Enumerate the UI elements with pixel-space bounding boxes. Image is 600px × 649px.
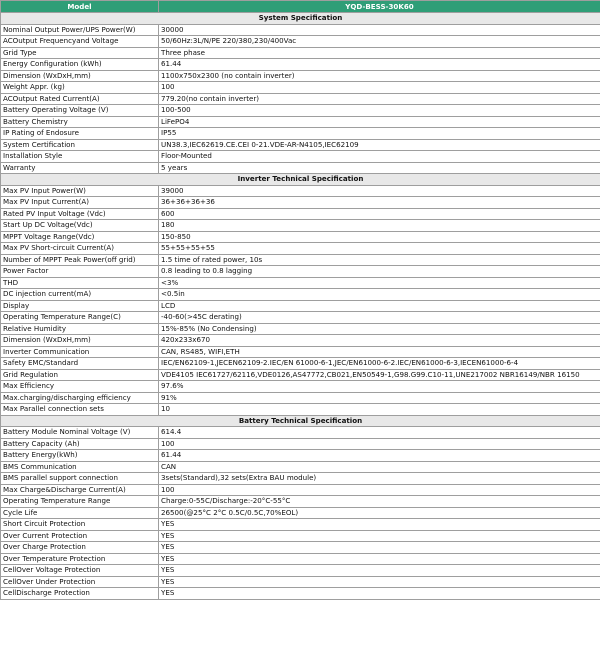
spec-value: 180 xyxy=(159,220,600,232)
spec-label: Max PV Input Power(W) xyxy=(1,185,159,197)
spec-value: YES xyxy=(159,576,600,588)
spec-value: 97.6% xyxy=(159,381,600,393)
spec-label: Battery Chemistry xyxy=(1,116,159,128)
spec-value: 26500(@25°C 2°C 0.5C/0.5C,70%EOL) xyxy=(159,507,600,519)
spec-value: 420x233x670 xyxy=(159,335,600,347)
table-row xyxy=(1,36,600,48)
spec-label: Power Factor xyxy=(1,266,159,278)
table-row xyxy=(1,266,600,278)
spec-value: YES xyxy=(159,588,600,600)
spec-value: YES xyxy=(159,553,600,565)
spec-label: Max Parallel connection sets xyxy=(1,404,159,416)
spec-value: 5 years xyxy=(159,162,600,174)
spec-label: Inverter Communication xyxy=(1,346,159,358)
spec-value: Three phase xyxy=(159,47,600,59)
table-row xyxy=(1,473,600,485)
table-row xyxy=(1,588,600,600)
spec-label: Rated PV Input Voltage (Vdc) xyxy=(1,208,159,220)
table-row xyxy=(1,404,600,416)
spec-value: 61.44 xyxy=(159,59,600,71)
table-row xyxy=(1,70,600,82)
spec-value: UN38.3,IEC62619.CE.CEI 0-21.VDE-AR-N4105,IEC62109 xyxy=(159,139,600,151)
spec-label: DC injection current(mA) xyxy=(1,289,159,301)
table-row xyxy=(1,105,600,117)
table-row xyxy=(1,346,600,358)
spec-value: 150-850 xyxy=(159,231,600,243)
spec-label: Cycle Life xyxy=(1,507,159,519)
table-row xyxy=(1,93,600,105)
section-header-row xyxy=(1,174,600,186)
spec-label: Display xyxy=(1,300,159,312)
spec-value: YES xyxy=(159,530,600,542)
table-row xyxy=(1,576,600,588)
spec-label: Nominal Output Power/UPS Power(W) xyxy=(1,24,159,36)
spec-value: 100 xyxy=(159,82,600,94)
spec-label: CellDischarge Protection xyxy=(1,588,159,600)
spec-value: <0.5in xyxy=(159,289,600,301)
spec-value: 61.44 xyxy=(159,450,600,462)
table-row xyxy=(1,24,600,36)
table-row xyxy=(1,162,600,174)
spec-label: ACOutput Rated Current(A) xyxy=(1,93,159,105)
table-row xyxy=(1,220,600,232)
table-row xyxy=(1,381,600,393)
table-row xyxy=(1,231,600,243)
spec-label: Battery Energy(kWh) xyxy=(1,450,159,462)
spec-value: 779.20(no contain inverter) xyxy=(159,93,600,105)
table-row xyxy=(1,300,600,312)
table-row xyxy=(1,208,600,220)
spec-label: Over Charge Protection xyxy=(1,542,159,554)
spec-label: Relative Humidity xyxy=(1,323,159,335)
spec-value: LCD xyxy=(159,300,600,312)
table-row xyxy=(1,312,600,324)
table-row xyxy=(1,496,600,508)
section-title: System Specification xyxy=(1,13,600,25)
table-row xyxy=(1,565,600,577)
spec-label: Operating Temperature Range(C) xyxy=(1,312,159,324)
spec-label: Number of MPPT Peak Power(off grid) xyxy=(1,254,159,266)
section-header-row xyxy=(1,415,600,427)
table-row xyxy=(1,358,600,370)
spec-label: Max.charging/discharging efficiency xyxy=(1,392,159,404)
spec-value: 50/60Hz:3L/N/PE 220/380,230/400Vac xyxy=(159,36,600,48)
spec-value: 10 xyxy=(159,404,600,416)
spec-value: Floor-Mounted xyxy=(159,151,600,163)
spec-label: THD xyxy=(1,277,159,289)
spec-value: 600 xyxy=(159,208,600,220)
spec-label: Grid Type xyxy=(1,47,159,59)
spec-label: Short Circuit Protection xyxy=(1,519,159,531)
table-row xyxy=(1,82,600,94)
table-row xyxy=(1,450,600,462)
spec-value: YES xyxy=(159,565,600,577)
spec-value: 100 xyxy=(159,484,600,496)
spec-value: 39000 xyxy=(159,185,600,197)
spec-label: ACOutput Frequencyand Voltage xyxy=(1,36,159,48)
spec-label: CellOver Voltage Protection xyxy=(1,565,159,577)
spec-value: IP55 xyxy=(159,128,600,140)
spec-value: 100 xyxy=(159,438,600,450)
spec-label: IP Rating of Endosure xyxy=(1,128,159,140)
spec-label: Installation Style xyxy=(1,151,159,163)
table-row xyxy=(1,128,600,140)
spec-value: CAN xyxy=(159,461,600,473)
spec-value: 15%-85% (No Condensing) xyxy=(159,323,600,335)
spec-value: 614.4 xyxy=(159,427,600,439)
table-row xyxy=(1,427,600,439)
spec-value: 91% xyxy=(159,392,600,404)
table-row xyxy=(1,116,600,128)
spec-label: Over Current Protection xyxy=(1,530,159,542)
model-value: YQD-BESS-30K60 xyxy=(159,1,600,13)
spec-label: Operating Temperature Range xyxy=(1,496,159,508)
section-title: Inverter Technical Specification xyxy=(1,174,600,186)
table-row xyxy=(1,484,600,496)
spec-label: Warranty xyxy=(1,162,159,174)
spec-label: Safety EMC/Standard xyxy=(1,358,159,370)
spec-label: BMS parallel support connection xyxy=(1,473,159,485)
spec-label: Max PV Short-circuit Current(A) xyxy=(1,243,159,255)
spec-value: 30000 xyxy=(159,24,600,36)
spec-value: Charge:0-55C/Discharge:-20°C-55°C xyxy=(159,496,600,508)
table-row xyxy=(1,139,600,151)
spec-value: CAN, RS485, WIFI,ETH xyxy=(159,346,600,358)
spec-value: 0.8 leading to 0.8 lagging xyxy=(159,266,600,278)
spec-value: YES xyxy=(159,519,600,531)
table-header-row xyxy=(1,1,600,13)
table-row xyxy=(1,335,600,347)
spec-label: Start Up DC Voltage(Vdc) xyxy=(1,220,159,232)
spec-value: 1100x750x2300 (no contain inverter) xyxy=(159,70,600,82)
table-row xyxy=(1,438,600,450)
spec-label: Over Temperature Protection xyxy=(1,553,159,565)
table-row xyxy=(1,461,600,473)
model-label: Model xyxy=(1,1,159,13)
table-row xyxy=(1,323,600,335)
table-row xyxy=(1,59,600,71)
spec-value: VDE4105 IEC61727/62116,VDE0126,AS47772,CB021,EN50549-1,G98.G99.C10-11,UNE217002 NBR16149/NBR 16150 xyxy=(159,369,600,381)
spec-label: Battery Capacity (Ah) xyxy=(1,438,159,450)
spec-label: Max Charge&Discharge Current(A) xyxy=(1,484,159,496)
spec-label: Battery Operating Voltage (V) xyxy=(1,105,159,117)
spec-label: Energy Configuration (kWh) xyxy=(1,59,159,71)
table-row xyxy=(1,542,600,554)
table-row xyxy=(1,507,600,519)
section-header-row xyxy=(1,13,600,25)
table-row xyxy=(1,277,600,289)
section-title: Battery Technical Specification xyxy=(1,415,600,427)
spec-value: 1.5 time of rated power, 10s xyxy=(159,254,600,266)
spec-label: Grid Regulation xyxy=(1,369,159,381)
table-row xyxy=(1,530,600,542)
table-row xyxy=(1,243,600,255)
table-row xyxy=(1,197,600,209)
spec-label: Dimension (WxDxH,mm) xyxy=(1,70,159,82)
spec-body xyxy=(1,13,600,600)
table-row xyxy=(1,151,600,163)
spec-label: Dimension (WxDxH,mm) xyxy=(1,335,159,347)
spec-value: IEC/EN62109-1,JECEN62109-2.IEC/EN 61000-6-1,JEC/EN61000-6-2.IEC/EN61000-6-3,IECEN61000-6-4 xyxy=(159,358,600,370)
spec-label: MPPT Voltage Range(Vdc) xyxy=(1,231,159,243)
spec-label: Max Efficiency xyxy=(1,381,159,393)
spec-value: 3sets(Standard),32 sets(Extra BAU module) xyxy=(159,473,600,485)
spec-label: CellOver Under Protection xyxy=(1,576,159,588)
spec-value: <3% xyxy=(159,277,600,289)
table-row xyxy=(1,369,600,381)
spec-value: 100-500 xyxy=(159,105,600,117)
spec-label: BMS Communication xyxy=(1,461,159,473)
table-row xyxy=(1,553,600,565)
spec-value: YES xyxy=(159,542,600,554)
spec-value: 55+55+55+55 xyxy=(159,243,600,255)
table-row xyxy=(1,392,600,404)
spec-value: LiFePO4 xyxy=(159,116,600,128)
table-row xyxy=(1,47,600,59)
table-row xyxy=(1,519,600,531)
spec-label: Weight Appr. (kg) xyxy=(1,82,159,94)
spec-label: System Certification xyxy=(1,139,159,151)
spec-value: 36+36+36+36 xyxy=(159,197,600,209)
spec-label: Max PV Input Current(A) xyxy=(1,197,159,209)
spec-label: Battery Module Nominal Voltage (V) xyxy=(1,427,159,439)
spec-value: -40-60(>45C derating) xyxy=(159,312,600,324)
table-row xyxy=(1,289,600,301)
table-row xyxy=(1,254,600,266)
table-row xyxy=(1,185,600,197)
